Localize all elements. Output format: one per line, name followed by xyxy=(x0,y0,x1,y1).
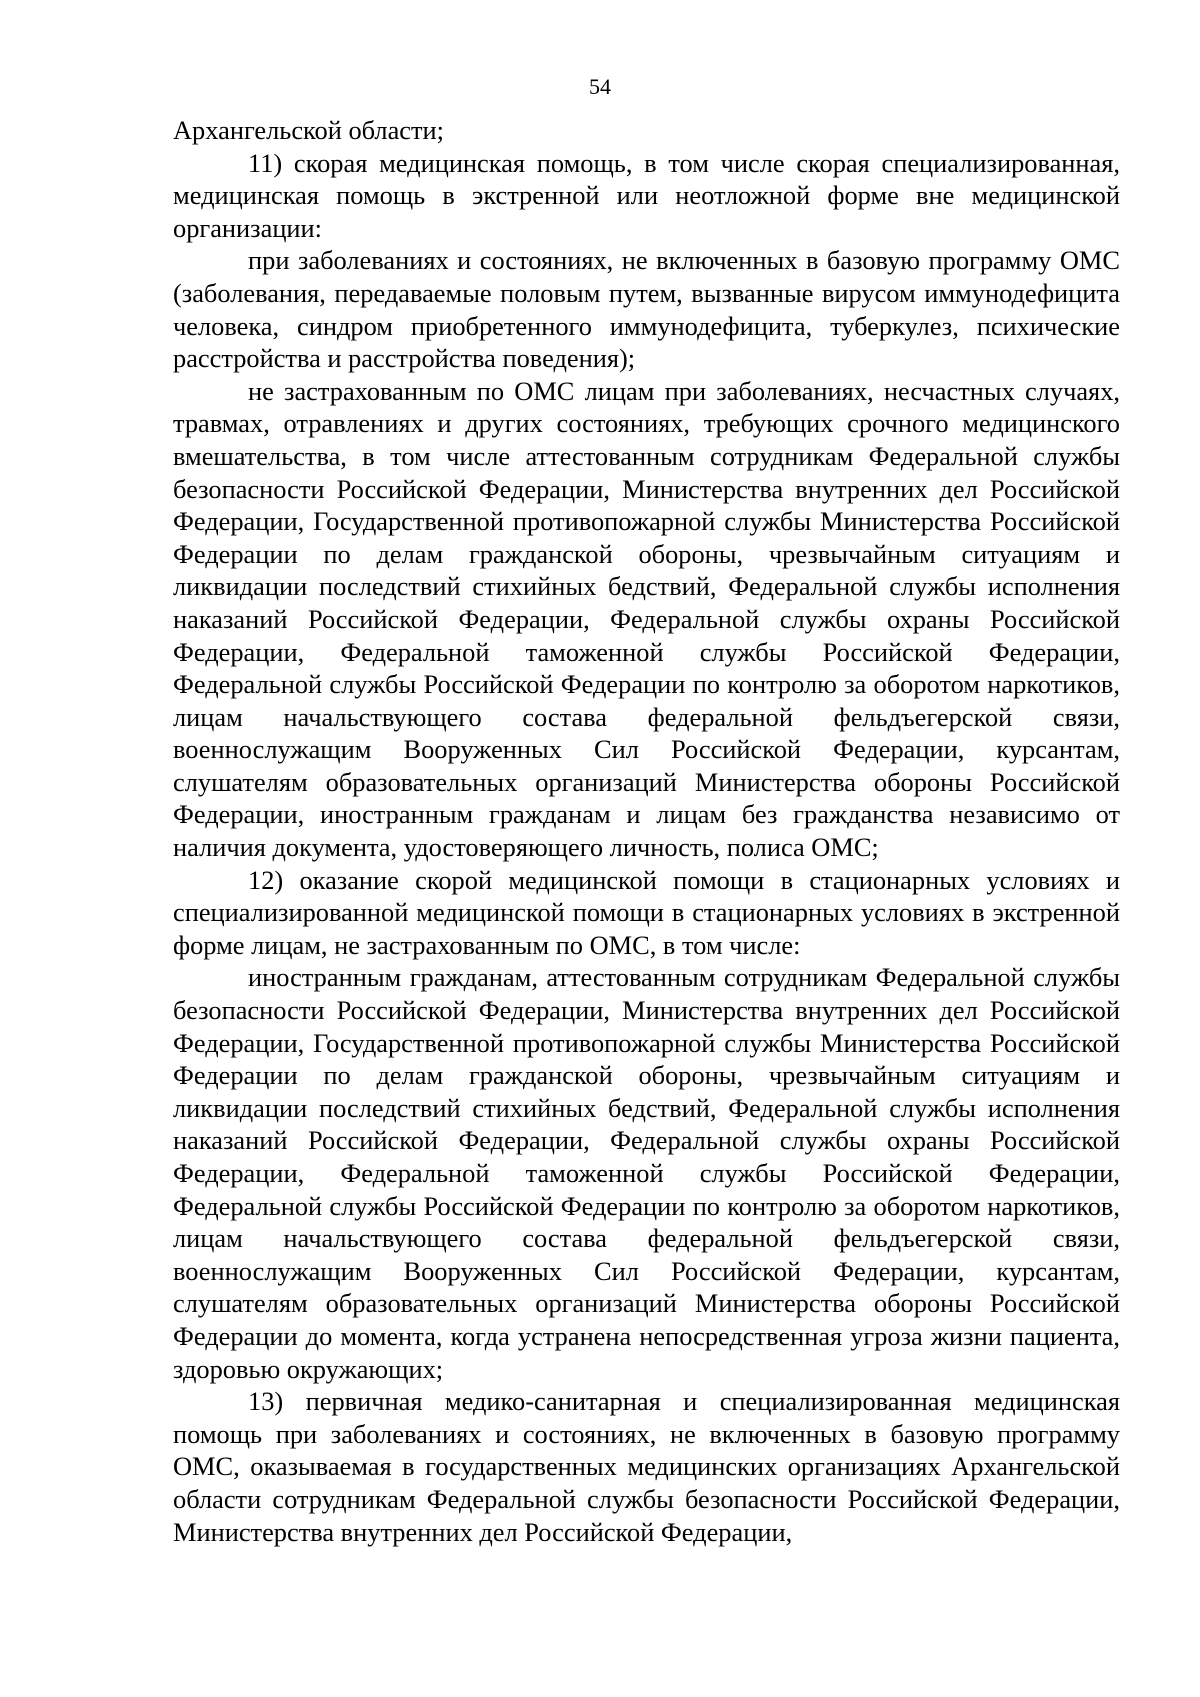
document-body xyxy=(173,114,1120,1548)
page-number: 54 xyxy=(589,74,611,99)
paragraph-uninsured-persons: не застрахованным по ОМС лицам при заболеваниях, несчастных случаях, травмах, отравлениях и других состояниях, требующих срочного медицинского вмешательства, в том числе аттестованным сотрудникам Федеральной службы безопасности Российской Федерации, Министерства внутренних дел Российской Федерации, Государственной противопожарной службы Министерства Российской Федерации по делам гражданской обороны, чрезвычайным ситуациям и ликвидации последствий стихийных бедствий, Федеральной службы исполнения наказаний Российской Федерации, Федеральной службы охраны Российской Федерации, Федеральной таможенной службы Российской Федерации, Федеральной службы Российской Федерации по контролю за оборотом наркотиков, лицам начальствующего состава федеральной фельдъегерской связи, военнослужащим Вооруженных Сил Российской Федерации, курсантам, слушателям образовательных организаций Министерства обороны Российской Федерации, иностранным гражданам и лицам без гражданства независимо от наличия документа, удостоверяющего личность, полиса ОМС; xyxy=(173,375,1120,863)
paragraph-item-12: 12) оказание скорой медицинской помощи в стационарных условиях и специализированной медицинской помощи в стационарных условиях в экстренной форме лицам, не застрахованным по ОМС, в том числе: xyxy=(173,864,1120,960)
paragraph-diseases-not-in-base-program: при заболеваниях и состояниях, не включенных в базовую программу ОМС (заболевания, передаваемые половым путем, вызванные вирусом иммунодефицита человека, синдром приобретенного иммунодефицита, туберкулез, психические расстройства и расстройства поведения); xyxy=(173,245,1120,374)
paragraph-foreign-citizens: иностранным гражданам, аттестованным сотрудникам Федеральной службы безопасности Российской Федерации, Министерства внутренних дел Российской Федерации, Государственной противопожарной службы Министерства Российской Федерации по делам гражданской обороны, чрезвычайным ситуациям и ликвидации последствий стихийных бедствий, Федеральной службы исполнения наказаний Российской Федерации, Федеральной службы охраны Российской Федерации, Федеральной таможенной службы Российской Федерации, Федеральной службы Российской Федерации по контролю за оборотом наркотиков, лицам начальствующего состава федеральной фельдъегерской связи, военнослужащим Вооруженных Сил Российской Федерации, курсантам, слушателям образовательных организаций Министерства обороны Российской Федерации до момента, когда устранена непосредственная угроза жизни пациента, здоровью окружающих; xyxy=(173,962,1120,1384)
paragraph-item-13: 13) первичная медико-санитарная и специализированная медицинская помощь при заболеваниях и состояниях, не включенных в базовую программу ОМС, оказываемая в государственных медицинских организациях Архангельской области сотрудникам Федеральной службы безопасности Российской Федерации, Министерства внутренних дел Российской Федерации, xyxy=(173,1386,1120,1547)
paragraph-continuation: Архангельской области; xyxy=(173,115,444,145)
paragraph-item-11: 11) скорая медицинская помощь, в том числе скорая специализированная, медицинская помощь в экстренной или неотложной форме вне медицинской организации: xyxy=(173,147,1120,243)
